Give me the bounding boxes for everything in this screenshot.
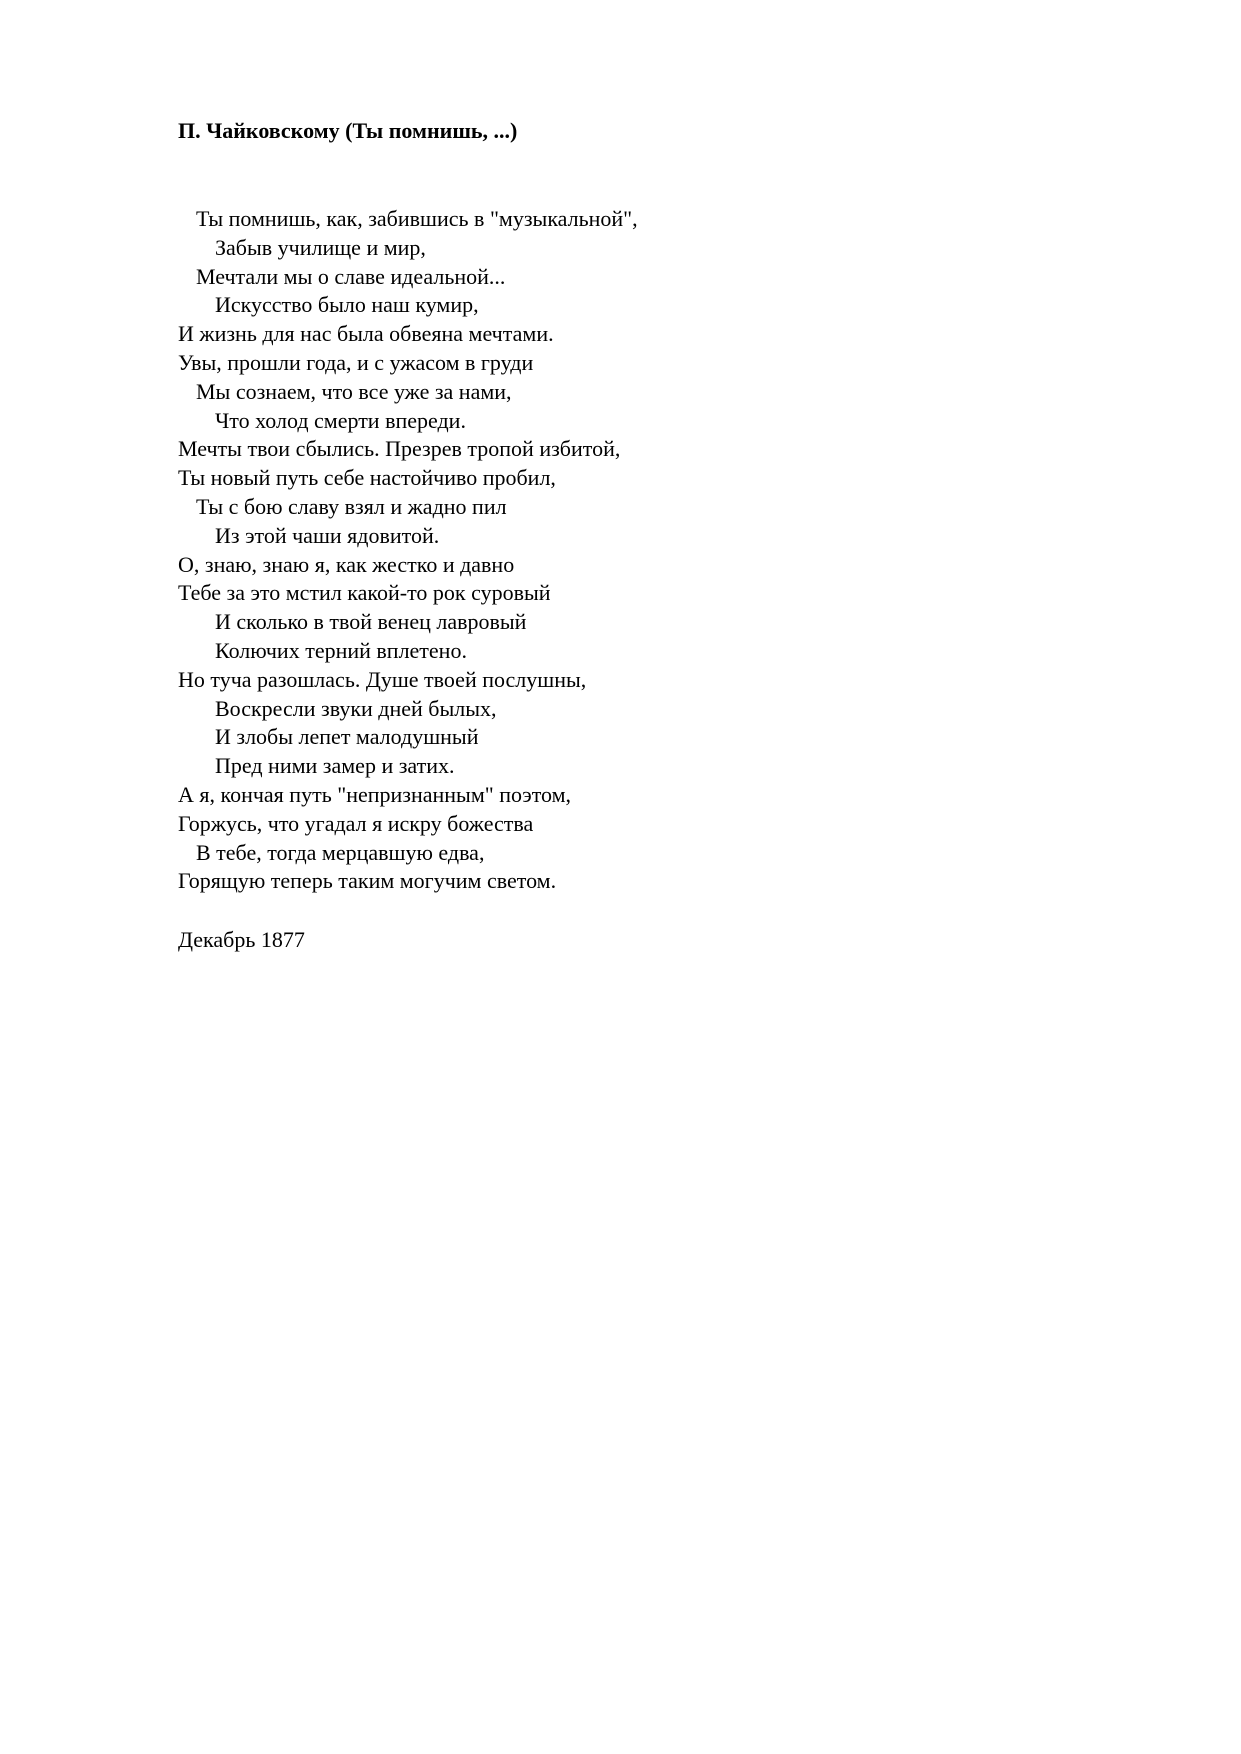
poem-line: Увы, прошли года, и с ужасом в груди xyxy=(178,349,534,375)
poem-line: Колючих терний вплетено. xyxy=(215,637,467,663)
poem-line: Мы сознаем, что все уже за нами, xyxy=(196,378,512,404)
poem-line: Из этой чаши ядовитой. xyxy=(215,522,440,548)
poem-title: П. Чайковскому (Ты помнишь, ...) xyxy=(178,118,518,143)
poem-line: Забыв училище и мир, xyxy=(215,234,426,260)
poem-line: Пред ними замер и затих. xyxy=(215,753,455,779)
poem-body xyxy=(178,205,638,896)
poem-line: Ты помнишь, как, забившись в "музыкальной", xyxy=(196,206,638,231)
poem-line: А я, кончая путь "непризнанным" поэтом, xyxy=(178,781,572,807)
poem-line: Но туча разошлась. Душе твоей послушны, xyxy=(178,666,587,692)
poem-line: Искусство было наш кумир, xyxy=(215,292,479,318)
poem-line: И жизнь для нас была обвеяна мечтами. xyxy=(178,321,554,347)
poem-date: Декабрь 1877 xyxy=(178,927,305,952)
poem-line: Ты новый путь себе настойчиво пробил, xyxy=(178,465,556,491)
poem-line: Тебе за это мстил какой-то рок суровый xyxy=(178,580,551,606)
poem-line: Что холод смерти впереди. xyxy=(215,407,466,433)
poem-line: Мечты твои сбылись. Презрев тропой избитой, xyxy=(178,436,621,462)
poem-line: О, знаю, знаю я, как жестко и давно xyxy=(178,551,515,577)
poem-line: Воскресли звуки дней былых, xyxy=(215,695,497,721)
poem-line: И злобы лепет малодушный xyxy=(215,724,479,750)
poem-line: Ты с бою славу взял и жадно пил xyxy=(196,493,507,519)
poem-line: И сколько в твой венец лавровый xyxy=(215,609,527,635)
poem-line: Горящую теперь таким могучим светом. xyxy=(178,868,557,894)
poem-line: Горжусь, что угадал я искру божества xyxy=(178,810,534,836)
poem-line: В тебе, тогда мерцавшую едва, xyxy=(196,839,485,865)
poem-line: Мечтали мы о славе идеальной... xyxy=(196,263,506,289)
